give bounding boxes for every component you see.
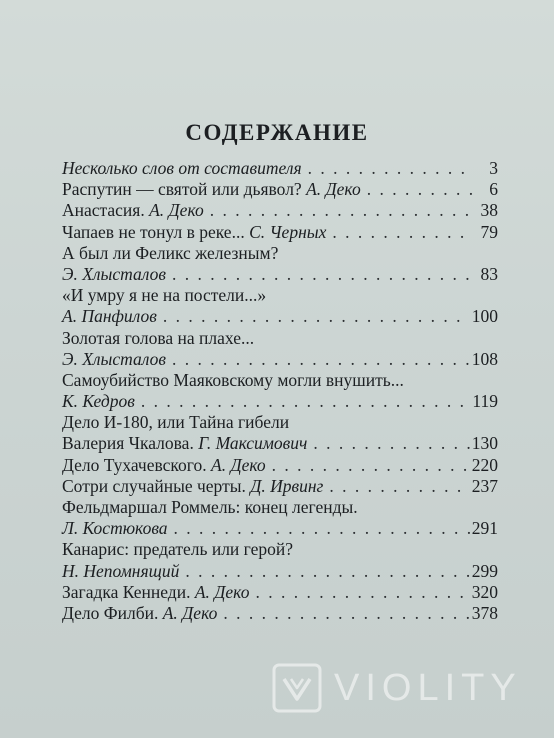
entry-title: Анастасия.	[62, 200, 145, 221]
toc-entry	[62, 518, 498, 539]
toc-entry	[62, 433, 498, 454]
dot-leader	[172, 349, 470, 370]
entry-title: Канарис: предатель или герой?	[62, 539, 294, 560]
dot-leader	[185, 561, 469, 582]
entry-page: 6	[489, 179, 498, 200]
entry-page: 237	[471, 475, 498, 496]
table-of-contents	[62, 158, 498, 624]
entry-page: 108	[471, 348, 498, 369]
toc-entry	[62, 349, 498, 370]
entry-title: Чапаев не тонул в реке...	[62, 221, 245, 242]
entry-author: Э. Хлысталов	[62, 263, 166, 284]
toc-entry	[62, 243, 498, 264]
toc-entry	[62, 200, 498, 221]
page-title: СОДЕРЖАНИЕ	[185, 120, 369, 145]
dot-leader	[329, 476, 469, 497]
entry-author: А. Деко	[211, 454, 266, 475]
toc-entry	[62, 285, 498, 306]
entry-title: Дело И-180, или Тайна гибели	[62, 412, 290, 433]
violity-logo-icon	[270, 661, 324, 715]
dot-leader	[255, 582, 469, 603]
entry-title: Дело Тухачевского.	[62, 454, 207, 475]
entry-title: А был ли Феликс железным?	[62, 242, 279, 263]
toc-entry	[62, 539, 498, 560]
entry-page: 320	[471, 581, 498, 602]
toc-entry	[62, 561, 498, 582]
dot-leader	[172, 264, 472, 285]
toc-entry	[62, 603, 498, 624]
entry-title: Сотри случайные черты.	[62, 475, 246, 496]
toc-entry	[62, 222, 498, 243]
entry-page: 291	[471, 518, 498, 539]
dot-leader	[367, 179, 472, 200]
dot-leader	[174, 518, 470, 539]
entry-page: 83	[480, 263, 498, 284]
entry-title: Самоубийство Маяковскому могли внушить...	[62, 369, 404, 390]
watermark	[270, 660, 522, 716]
entry-page: 130	[471, 433, 498, 454]
entry-title: Золотая голова на плахе...	[62, 327, 255, 348]
entry-page: 378	[471, 602, 498, 623]
entry-page: 220	[471, 454, 498, 475]
toc-entry	[62, 391, 498, 412]
entry-author: Н. Непомнящий	[62, 560, 180, 581]
entry-author: Д. Ирвинг	[250, 475, 324, 496]
entry-author: Э. Хлысталов	[62, 348, 166, 369]
entry-author: С. Черных	[249, 221, 327, 242]
toc-entry	[62, 328, 498, 349]
entry-title: Дело Филби.	[62, 602, 159, 623]
entry-author: К. Кедров	[62, 391, 135, 412]
entry-author: Г. Максимович	[198, 433, 308, 454]
watermark-text: VIOLITY	[334, 666, 522, 709]
entry-author: А. Деко	[149, 200, 204, 221]
entry-title: Загадка Кеннеди.	[62, 581, 191, 602]
dot-leader	[313, 433, 469, 454]
toc-entry	[62, 264, 498, 285]
entry-author: Л. Костюкова	[62, 518, 168, 539]
entry-author: Несколько слов от составителя	[62, 158, 302, 178]
entry-author: А. Деко	[162, 602, 218, 623]
entry-page: 299	[471, 560, 498, 581]
toc-entry	[62, 476, 498, 497]
toc-entry	[62, 412, 498, 433]
toc-entry	[62, 179, 498, 200]
toc-entry	[62, 455, 498, 476]
dot-leader	[332, 222, 472, 243]
dot-leader	[223, 603, 469, 624]
dot-leader	[141, 391, 471, 412]
entry-page: 38	[480, 200, 498, 221]
entry-author: А. Деко	[194, 581, 250, 602]
dot-leader	[308, 158, 472, 179]
entry-page: 79	[480, 221, 498, 242]
toc-entry	[62, 497, 498, 518]
toc-entry	[62, 158, 498, 179]
entry-page: 3	[489, 158, 498, 178]
entry-author: А. Панфилов	[62, 306, 157, 327]
dot-leader	[163, 306, 470, 327]
entry-author: А. Деко	[306, 179, 361, 200]
toc-entry	[62, 582, 498, 603]
dot-leader	[210, 200, 472, 221]
entry-title: Распутин — святой или дьявол?	[62, 179, 302, 200]
entry-page: 100	[471, 306, 498, 327]
entry-title: «И умру я не на постели...»	[62, 285, 267, 306]
dot-leader	[272, 455, 470, 476]
entry-title: Фельдмаршал Роммель: конец легенды.	[62, 497, 358, 517]
toc-entry	[62, 370, 498, 391]
entry-page: 119	[472, 391, 498, 412]
entry-title: Валерия Чкалова.	[62, 433, 194, 454]
toc-entry	[62, 306, 498, 327]
